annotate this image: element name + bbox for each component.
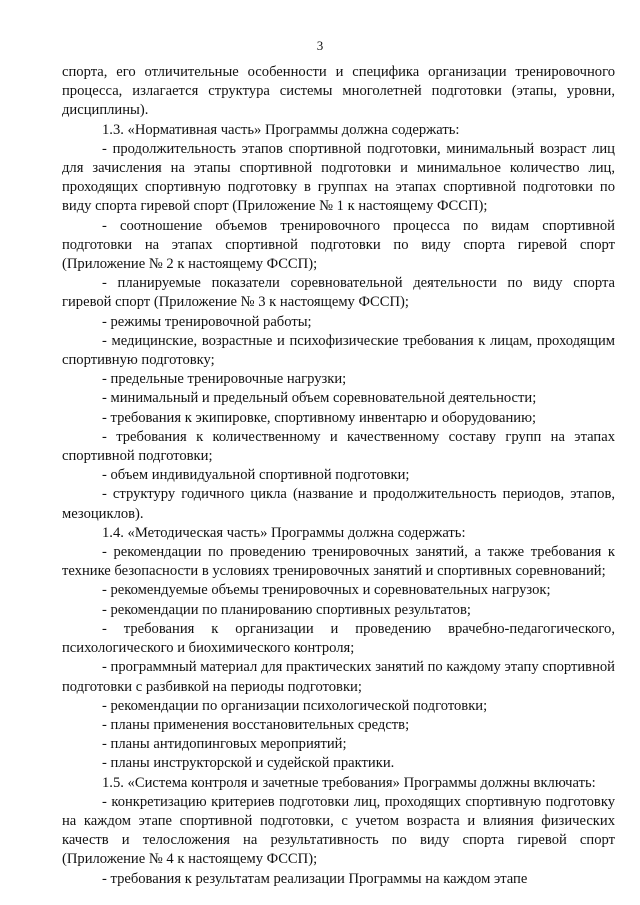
paragraph: - рекомендуемые объемы тренировочных и соревновательных нагрузок; bbox=[102, 582, 551, 599]
page-number: 3 bbox=[316, 38, 324, 53]
paragraph: - требования к экипировке, спортивному инвентарю и оборудованию; bbox=[102, 409, 537, 426]
paragraph: 1.5. «Система контроля и зачетные требования» Программы должны включать: bbox=[102, 774, 596, 791]
paragraph: спорта, его отличительные особенности и специфика организации тренировочного процесса, излагается структура системы многолетней подготовки (этапы, уровни, дисциплины). bbox=[62, 64, 615, 119]
paragraph: - конкретизацию критериев подготовки лиц, проходящих спортивную подготовку на каждом этапе спортивной подготовки, с учетом возраста и влияния физических качеств и телосложения на результативность по виду спорта гиревой спорт (Приложение № 4 к настоящему ФССП); bbox=[62, 793, 615, 868]
paragraph: - объем индивидуальной спортивной подготовки; bbox=[102, 467, 410, 484]
paragraph: - требования к результатам реализации Программы на каждом этапе bbox=[102, 870, 528, 887]
paragraph: - планы применения восстановительных средств; bbox=[102, 716, 410, 733]
paragraph: - планы инструкторской и судейской практики. bbox=[102, 755, 395, 772]
paragraph: - планы антидопинговых мероприятий; bbox=[102, 736, 347, 753]
paragraph: - предельные тренировочные нагрузки; bbox=[102, 371, 347, 388]
paragraph: - минимальный и предельный объем соревновательной деятельности; bbox=[102, 390, 537, 407]
paragraph: - медицинские, возрастные и психофизические требования к лицам, проходящим спортивную подготовку; bbox=[62, 332, 615, 369]
document-body bbox=[62, 63, 615, 889]
paragraph: - продолжительность этапов спортивной подготовки, минимальный возраст лиц для зачисления на этапы спортивной подготовки и минимальное количество лиц, проходящих спортивную подготовку в группах на этапах спортивной подготовки по виду спорта гиревой спорт (Приложение № 1 к настоящему ФССП); bbox=[62, 140, 615, 215]
paragraph: - соотношение объемов тренировочного процесса по видам спортивной подготовки на этапах спортивной подготовки по виду спорта гиревой спорт (Приложение № 2 к настоящему ФССП); bbox=[62, 217, 615, 273]
paragraph: 1.3. «Нормативная часть» Программы должна содержать: bbox=[102, 121, 460, 138]
paragraph: - требования к количественному и качественному составу групп на этапах спортивной подготовки; bbox=[62, 428, 615, 465]
paragraph: - рекомендации по проведению тренировочных занятий, а также требования к технике безопасности в условиях тренировочных занятий и спортивных соревнований; bbox=[62, 544, 615, 580]
paragraph: - планируемые показатели соревновательной деятельности по виду спорта гиревой спорт (Приложение № 3 к настоящему ФССП); bbox=[62, 275, 615, 311]
paragraph: - программный материал для практических занятий по каждому этапу спортивной подготовки с разбивкой на периоды подготовки; bbox=[62, 659, 615, 695]
paragraph: - структуру годичного цикла (название и продолжительность периодов, этапов, мезоциклов). bbox=[62, 486, 615, 522]
paragraph: - требования к организации и проведению врачебно-педагогического, психологического и биохимического контроля; bbox=[62, 620, 615, 657]
paragraph: 1.4. «Методическая часть» Программы должна содержать: bbox=[102, 524, 466, 541]
paragraph: - рекомендации по планированию спортивных результатов; bbox=[102, 601, 471, 618]
paragraph: - режимы тренировочной работы; bbox=[102, 313, 312, 330]
paragraph: - рекомендации по организации психологической подготовки; bbox=[102, 697, 488, 714]
